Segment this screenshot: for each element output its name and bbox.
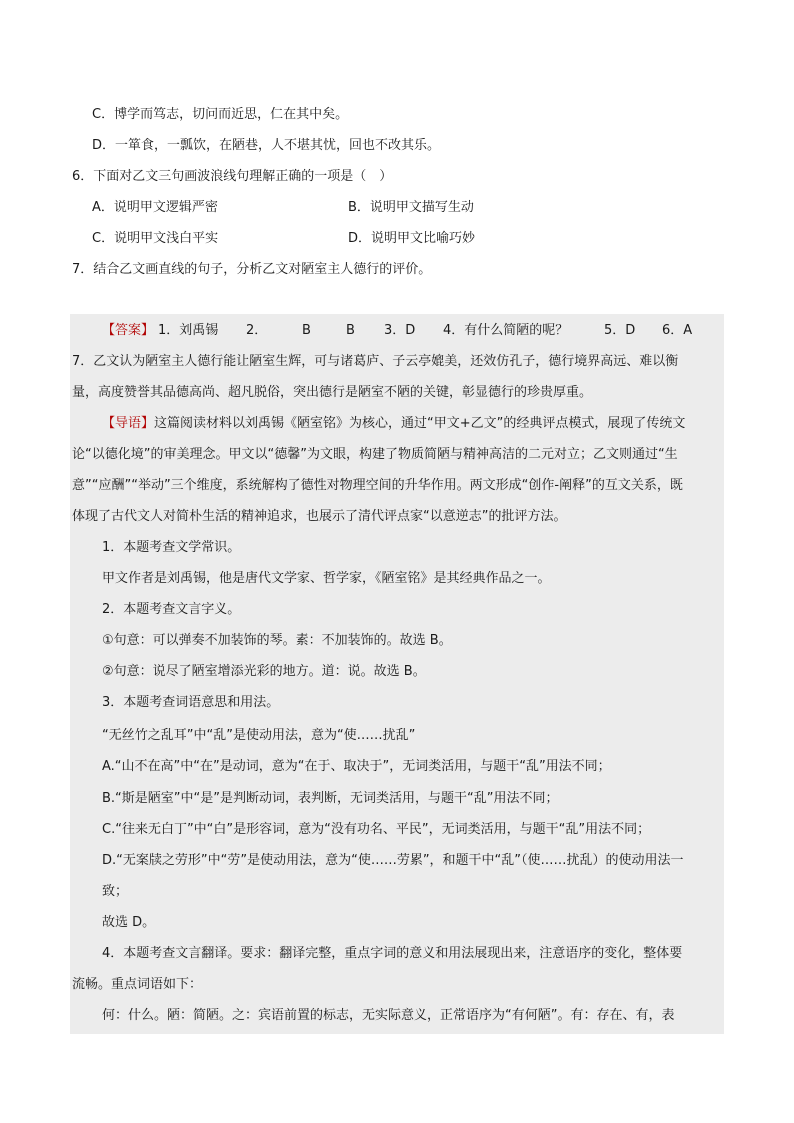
q6-stem: 6．下面对乙文三句画波浪线句理解正确的一项是（ ）	[72, 169, 393, 184]
answer-2-value-2: B	[346, 323, 355, 338]
answer-tag: 【答案】	[102, 323, 155, 338]
answer-summary-line	[102, 321, 154, 341]
guide-tag: 【导语】	[102, 416, 155, 431]
explain-3-conclusion: 故选 D。	[102, 915, 156, 930]
q6-option-d: D．说明甲文比喻巧妙	[348, 231, 476, 246]
explain-3-option-b: B.“斯是陋室”中“是”是判断动词，表判断，无词类活用，与题干“乱”用法不同；	[102, 791, 559, 806]
explain-4-line-3: 何：什么。陋：简陋。之：宾语前置的标志，无实际意义，正常语序为“有何陋”。有：存在、有，表	[102, 1008, 675, 1023]
answer-2-label: 2．	[246, 323, 268, 338]
q6-option-b: B．说明甲文描写生动	[348, 200, 474, 215]
guide-text-1: 这篇阅读材料以刘禹锡《陋室铭》为核心，通过“甲文+乙文”的经典评点模式，展现了传统文	[154, 416, 686, 431]
explain-4-line-2: 流畅。重点词语如下：	[72, 977, 203, 992]
q6-option-c: C．说明甲文浅白平实	[92, 231, 219, 246]
answer-2-value-1: B	[302, 323, 311, 338]
q5-option-d: D．一箪食，一瓢饮，在陋巷，人不堪其忧，回也不改其乐。	[92, 138, 441, 153]
explain-1-title: 1．本题考查文学常识。	[102, 540, 241, 555]
explain-3-line-1: “无丝竹之乱耳”中“乱”是使动用法，意为“使……扰乱”	[102, 728, 416, 743]
explain-3-option-c: C.“往来无白丁”中“白”是形容词，意为“没有功名、平民”，无词类活用，与题干“乱”用法不同；	[102, 822, 651, 837]
explain-2-line-2: ②句意：说尽了陋室增添光彩的地方。道：说。故选 B。	[102, 664, 426, 679]
explain-3-option-d-line-2: 致；	[102, 884, 129, 899]
answer-6: 6．A	[662, 323, 693, 338]
explain-2-title: 2．本题考查文言字义。	[102, 602, 241, 617]
q6-option-a: A．说明甲文逻辑严密	[92, 200, 218, 215]
answer-4: 4．有什么简陋的呢？	[443, 323, 569, 338]
guide-line-2: 论“以德化境”的审美理念。甲文以“德馨”为文眼，构建了物质简陋与精神高洁的二元对立；乙文则通过“生	[72, 447, 678, 462]
answer-7-line-2: 量，高度赞誉其品德高尚、超凡脱俗，突出德行是陋室不陋的关键，彰显德行的珍贵厚重。	[72, 385, 593, 400]
explain-3-option-a: A.“山不在高”中“在”是动词，意为“在于、取决于”，无词类活用，与题干“乱”用法不同；	[102, 759, 611, 774]
guide-line-4: 体现了古代文人对简朴生活的精神追求，也展示了清代评点家“以意逆志”的批评方法。	[72, 509, 567, 524]
answer-1: 1．刘禹锡	[158, 323, 219, 338]
explain-3-option-d-line-1: D.“无案牍之劳形”中“劳”是使动用法，意为“使……劳累”，和题干中“乱”（使……扰乱）的使动用法一	[102, 853, 684, 868]
explain-4-line-1: 4．本题考查文言翻译。要求：翻译完整，重点字词的意义和用法展现出来，注意语序的变化，整体要	[102, 946, 683, 961]
answer-7-line-1: 7．乙文认为陋室主人德行能让陋室生辉，可与诸葛庐、子云亭媲美，还效仿孔子，德行境界高远、难以衡	[72, 354, 679, 369]
guide-line-3: 意”“应酬”“举动”三个维度，系统解构了德性对物理空间的升华作用。两文形成“创作-阐释”的互文关系，既	[72, 478, 683, 493]
answer-5: 5．D	[604, 323, 636, 338]
guide-line-1	[102, 414, 685, 434]
answer-3: 3．D	[384, 323, 416, 338]
q5-option-c: C．博学而笃志，切问而近思，仁在其中矣。	[92, 107, 349, 122]
explain-2-line-1: ①句意：可以弹奏不加装饰的琴。素：不加装饰的。故选 B。	[102, 633, 452, 648]
explain-3-title: 3．本题考查词语意思和用法。	[102, 695, 280, 710]
explain-1-body: 甲文作者是刘禹锡，他是唐代文学家、哲学家，《陋室铭》是其经典作品之一。	[102, 571, 551, 586]
q7-stem: 7．结合乙文画直线的句子，分析乙文对陋室主人德行的评价。	[72, 262, 432, 277]
